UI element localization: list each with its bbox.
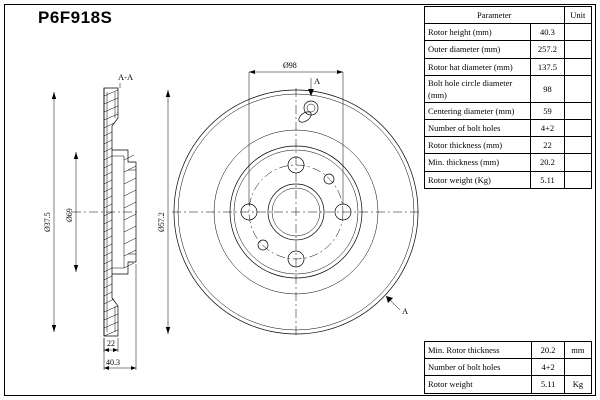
table-row <box>425 376 592 393</box>
summary-unit: Kg <box>564 376 591 393</box>
spec-value: 5.11 <box>531 171 564 188</box>
spec-value: 22 <box>531 137 564 154</box>
spec-label: Rotor hat diameter (mm) <box>425 58 531 75</box>
spec-unit <box>564 24 592 41</box>
specification-table <box>424 6 592 189</box>
table-row <box>425 102 592 119</box>
summary-value: 20.2 <box>532 342 564 359</box>
table-row <box>425 359 592 376</box>
dim-rotor-height: 40.3 <box>106 358 120 367</box>
part-number: P6F918S <box>38 8 113 27</box>
table-row <box>425 137 592 154</box>
summary-label: Min. Rotor thickness <box>425 342 532 359</box>
table-row <box>425 41 592 58</box>
spec-value: 137.5 <box>531 58 564 75</box>
dim-thickness: 22 <box>107 339 115 348</box>
spec-value: 20.2 <box>531 154 564 171</box>
spec-unit <box>564 119 592 136</box>
dim-outer-diameter-side: Ø37.5 <box>43 212 52 232</box>
spec-unit <box>564 154 592 171</box>
header-parameter: Parameter <box>425 7 565 24</box>
spec-value: 98 <box>531 75 564 102</box>
table-row <box>425 119 592 136</box>
spec-unit <box>564 75 592 102</box>
spec-unit <box>564 102 592 119</box>
spec-label: Outer diameter (mm) <box>425 41 531 58</box>
section-marker-top: A <box>314 76 321 86</box>
summary-table <box>424 341 592 394</box>
spec-value: 59 <box>531 102 564 119</box>
summary-unit <box>564 359 591 376</box>
table-row <box>425 171 592 188</box>
header-unit: Unit <box>564 7 592 24</box>
spec-unit <box>564 137 592 154</box>
table-row <box>425 342 592 359</box>
table-row <box>425 24 592 41</box>
table-row <box>425 154 592 171</box>
summary-value: 4+2 <box>532 359 564 376</box>
summary-value: 5.11 <box>532 376 564 393</box>
spec-label: Rotor height (mm) <box>425 24 531 41</box>
section-marker-bottom: A <box>402 306 409 316</box>
table-row <box>425 75 592 102</box>
table-row <box>425 58 592 75</box>
front-view <box>157 61 420 336</box>
spec-label: Bolt hole circle diameter (mm) <box>425 75 531 102</box>
spec-unit <box>564 41 592 58</box>
spec-label: Min. thickness (mm) <box>425 154 531 171</box>
dim-bolt-circle: Ø98 <box>283 61 297 70</box>
summary-label: Number of bolt holes <box>425 359 532 376</box>
spec-label: Number of bolt holes <box>425 119 531 136</box>
table-header-row <box>425 7 592 24</box>
spec-unit <box>564 58 592 75</box>
dim-hub-diameter-side: Ø69 <box>65 208 74 222</box>
dim-outer-diameter-front: Ø57.2 <box>157 212 166 232</box>
spec-unit <box>564 171 592 188</box>
spec-value: 4+2 <box>531 119 564 136</box>
summary-label: Rotor weight <box>425 376 532 393</box>
side-section-view <box>43 72 140 370</box>
spec-value: 40.3 <box>531 24 564 41</box>
spec-label: Rotor thickness (mm) <box>425 137 531 154</box>
summary-unit: mm <box>564 342 591 359</box>
section-label-top: A-A <box>118 72 134 82</box>
spec-value: 257.2 <box>531 41 564 58</box>
spec-label: Centering diameter (mm) <box>425 102 531 119</box>
spec-label: Rotor weight (Kg) <box>425 171 531 188</box>
